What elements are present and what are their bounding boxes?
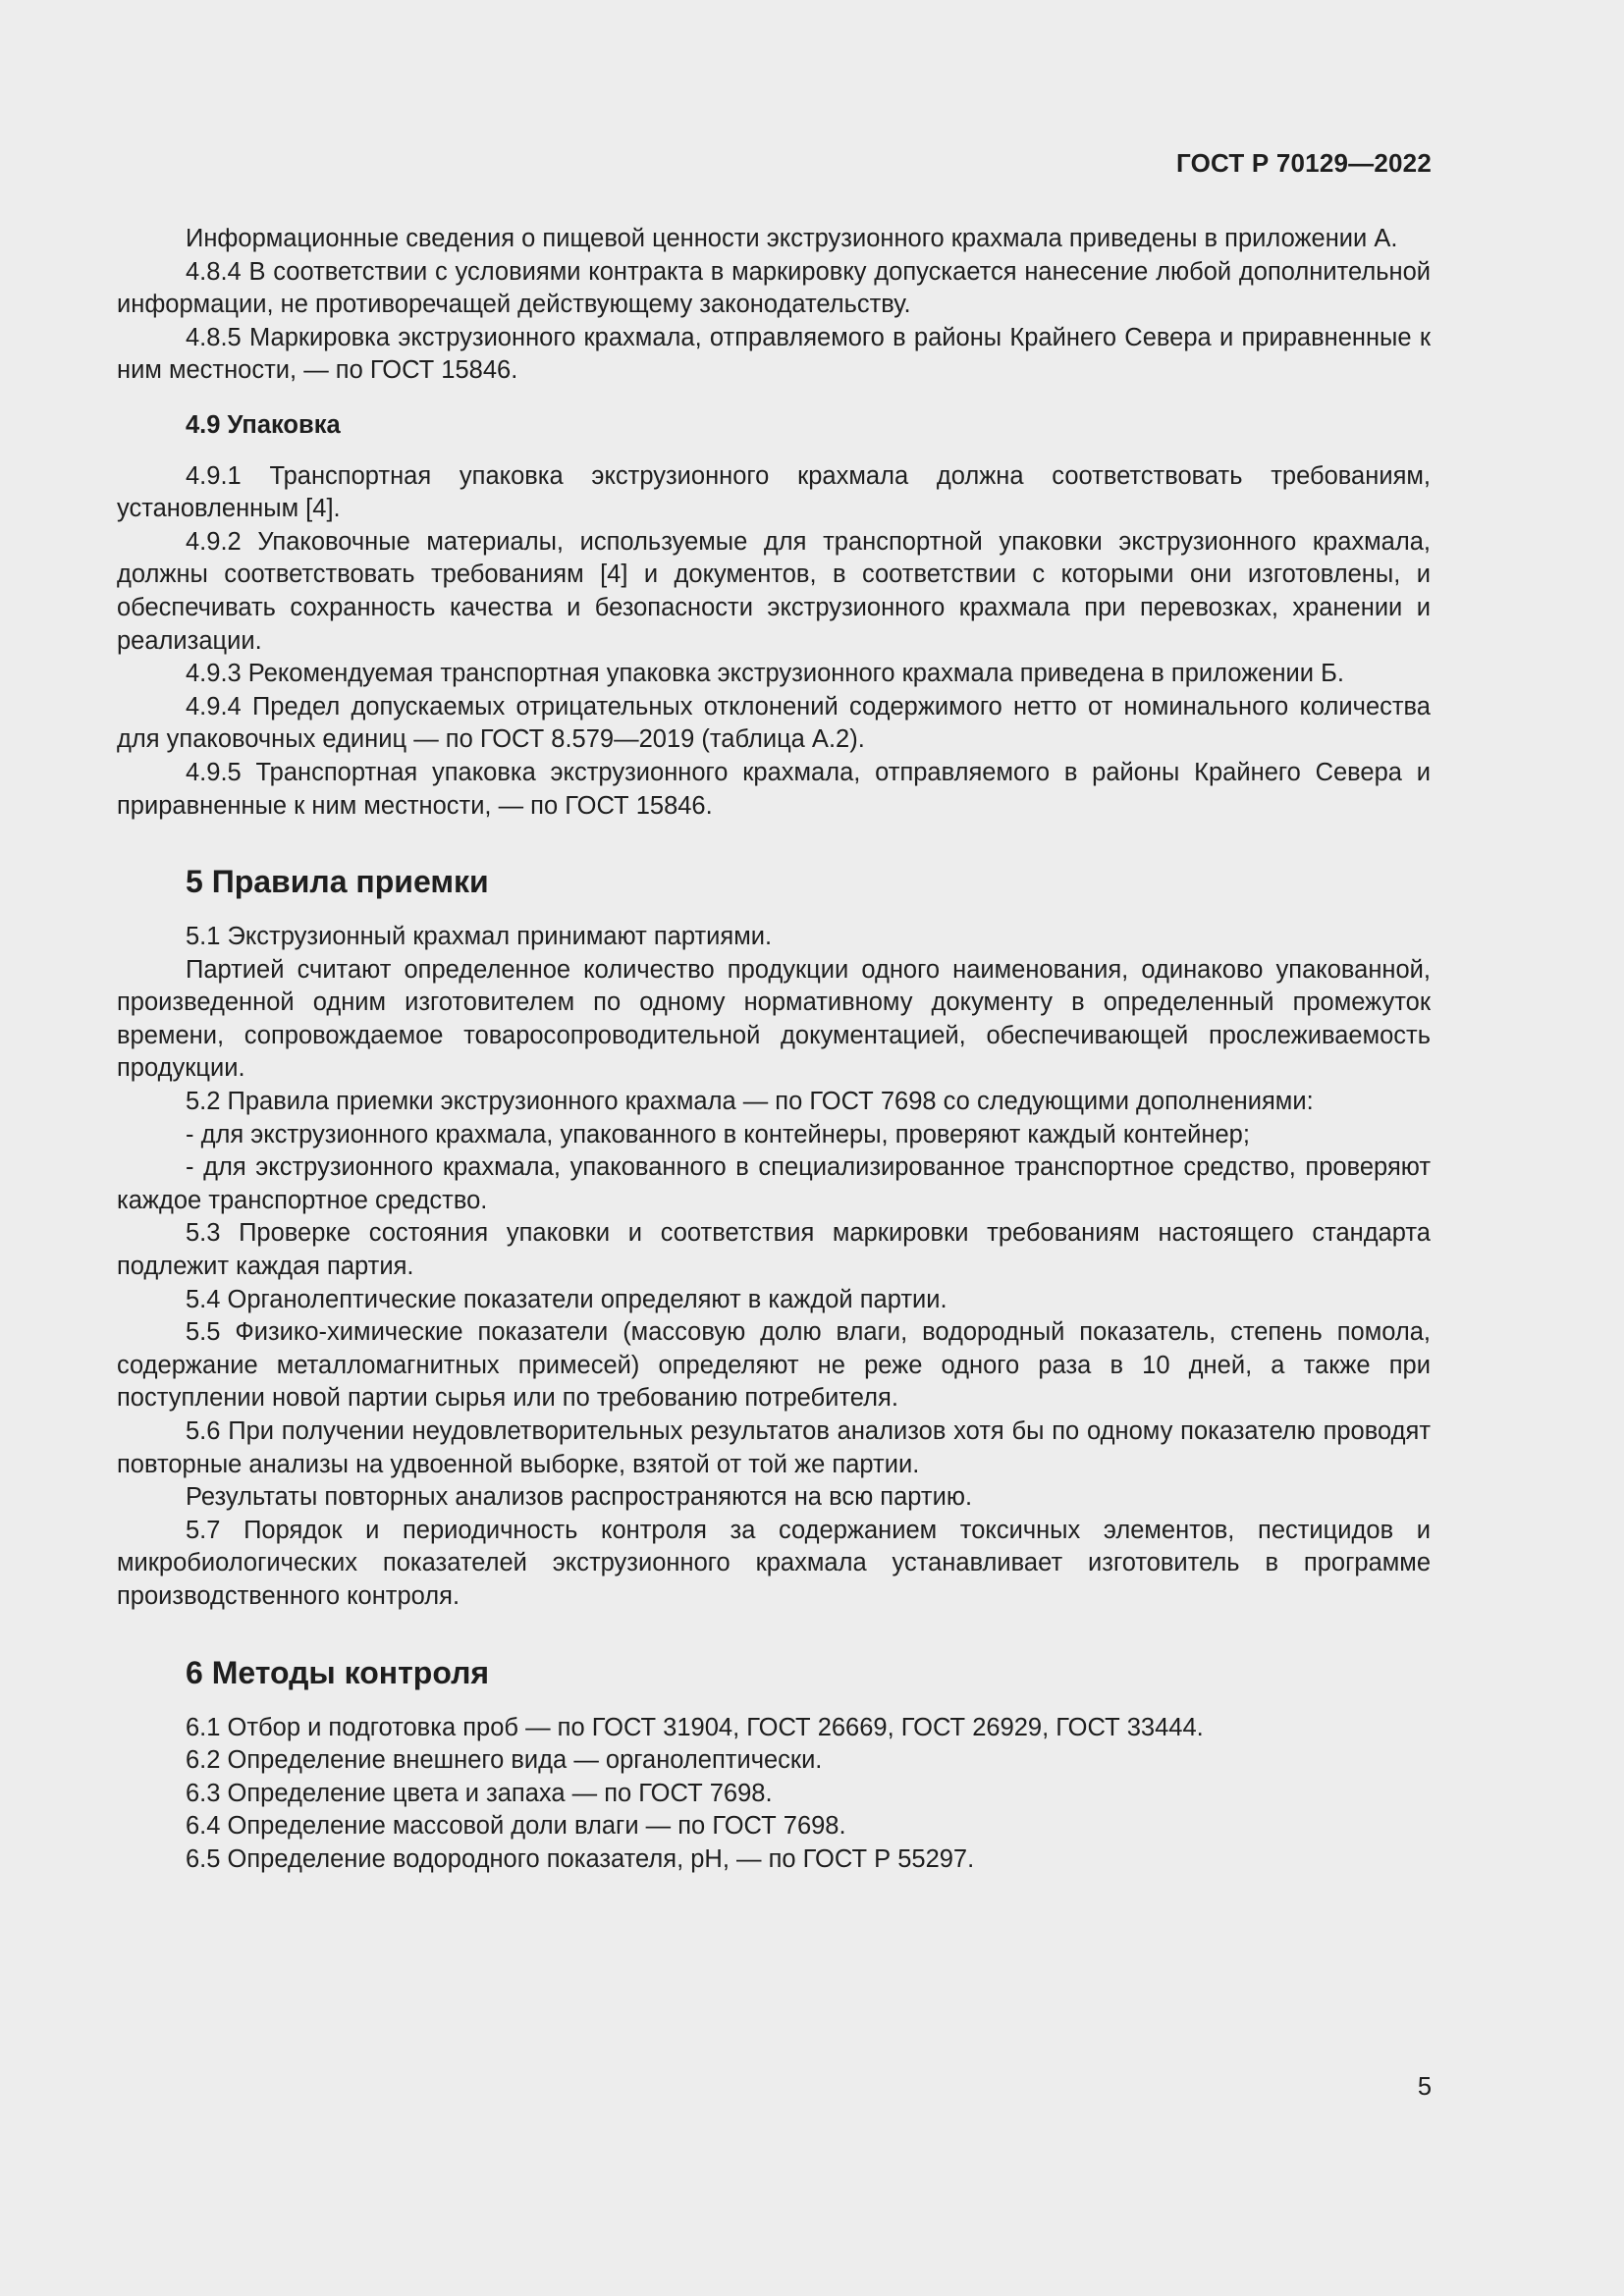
paragraph-4-8-info: Информационные сведения о пищевой ценности экструзионного крахмала приведены в приложении А.	[186, 225, 1398, 252]
paragraph-5-6-results: Результаты повторных анализов распространяются на всю партию.	[186, 1483, 973, 1512]
section-title-5: 5 Правила приемки	[186, 864, 489, 900]
paragraph-6-2: 6.2 Определение внешнего вида — органолептически.	[186, 1746, 823, 1775]
paragraph-6-5: 6.5 Определение водородного показателя, рН, — по ГОСТ Р 55297.	[186, 1844, 975, 1873]
list-item-5-2-vehicles: - для экструзионного крахмала, упакованного в специализированное транспортное средство, проверяют каждое транспортное средство.	[117, 1153, 1431, 1214]
paragraph-5-6: 5.6 При получении неудовлетворительных результатов анализов хотя бы по одному показателю проводят повторные анализы на удвоенной выборке, взятой от той же партии.	[117, 1417, 1431, 1478]
page-number: 5	[1417, 2073, 1432, 2101]
paragraph-6-1: 6.1 Отбор и подготовка проб — по ГОСТ 31904, ГОСТ 26669, ГОСТ 26929, ГОСТ 33444.	[186, 1713, 1204, 1741]
paragraph-4-8-4: 4.8.4 В соответствии с условиями контракта в маркировку допускается нанесение любой дополнительной информации, не противоречащей действующему законодательству.	[117, 257, 1431, 319]
paragraph-5-1: 5.1 Экструзионный крахмал принимают партиями.	[186, 923, 773, 951]
document-body	[117, 223, 1431, 1877]
paragraph-5-4: 5.4 Органолептические показатели определяют в каждой партии.	[186, 1285, 947, 1313]
paragraph-5-3: 5.3 Проверке состояния упаковки и соответствия маркировки требованиям настоящего стандарта подлежит каждая партия.	[117, 1219, 1431, 1281]
paragraph-4-9-4: 4.9.4 Предел допускаемых отрицательных отклонений содержимого нетто от номинального количества для упаковочных единиц — по ГОСТ 8.579—2019 (таблица А.2).	[117, 692, 1431, 754]
paragraph-4-9-5: 4.9.5 Транспортная упаковка экструзионного крахмала, отправляемого в районы Крайнего Севера и приравненные к ним местности, — по ГОСТ 15846.	[117, 758, 1431, 820]
paragraph-6-4: 6.4 Определение массовой доли влаги — по ГОСТ 7698.	[186, 1812, 846, 1841]
paragraph-5-1-lot: Партией считают определенное количество продукции одного наименования, одинаково упакованной, произведенной одним изготовителем по одному нормативному документу в определенный промежуток времени, сопровождаемое товаросопроводительной документацией, обеспечивающей прослеживаемость продукции.	[117, 955, 1431, 1083]
document-id: ГОСТ Р 70129—2022	[1176, 148, 1432, 178]
paragraph-5-7: 5.7 Порядок и периодичность контроля за содержанием токсичных элементов, пестицидов и микробиологических показателей экструзионного крахмала устанавливает изготовитель в программе производственного контроля.	[117, 1516, 1431, 1610]
section-title-6: 6 Методы контроля	[186, 1654, 490, 1690]
paragraph-4-9-1: 4.9.1 Транспортная упаковка экструзионного крахмала должна соответствовать требованиям, установленным [4].	[117, 461, 1431, 523]
section-title-4-9: 4.9 Упаковка	[186, 410, 341, 439]
paragraph-5-5: 5.5 Физико-химические показатели (массовую долю влаги, водородный показатель, степень помола, содержание металломагнитных примесей) определяют не реже одного раза в 10 дней, а также при поступлении новой партии сырья или по требованию потребителя.	[117, 1318, 1431, 1413]
list-item-5-2-containers: - для экструзионного крахмала, упакованного в контейнеры, проверяют каждый контейнер;	[186, 1120, 1250, 1148]
paragraph-4-9-3: 4.9.3 Рекомендуемая транспортная упаковка экструзионного крахмала приведена в приложении Б.	[186, 660, 1344, 688]
paragraph-5-2: 5.2 Правила приемки экструзионного крахмала — по ГОСТ 7698 со следующими дополнениями:	[186, 1088, 1314, 1116]
paragraph-6-3: 6.3 Определение цвета и запаха — по ГОСТ 7698.	[186, 1779, 773, 1807]
paragraph-4-9-2: 4.9.2 Упаковочные материалы, используемые для транспортной упаковки экструзионного крахмала, должны соответствовать требованиям [4] и документов, в соответствии с которыми они изготовлены, и обеспечивать сохранность качества и безопасности экструзионного крахмала при перевозках, хранении и реализации.	[117, 527, 1431, 655]
paragraph-4-8-5: 4.8.5 Маркировка экструзионного крахмала, отправляемого в районы Крайнего Севера и приравненные к ним местности, — по ГОСТ 15846.	[117, 323, 1431, 385]
